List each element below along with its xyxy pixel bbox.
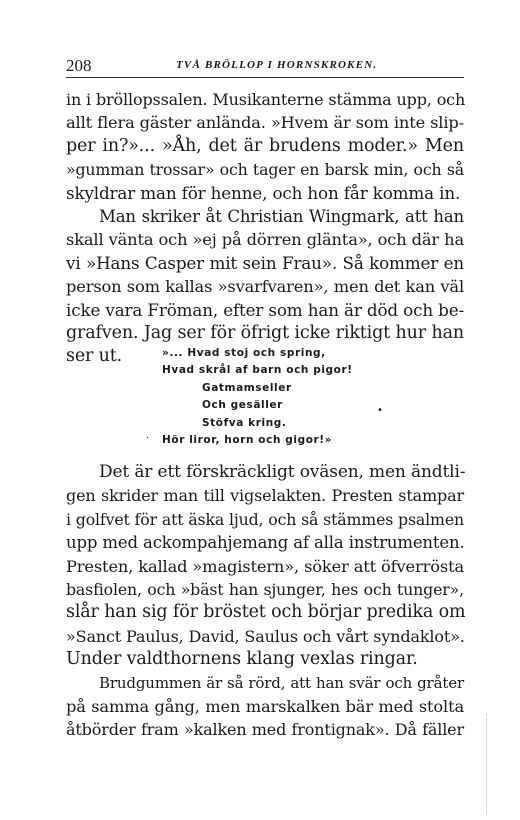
text-line: in i bröllopssalen. Musikanterne stämma upp, och: [66, 90, 466, 109]
text-line: Under valdthornens klang vexlas ringar.: [66, 649, 418, 670]
text-line: skyldrar man för henne, och hon får komma in.: [66, 182, 461, 203]
text-line: gen skrider man till vigselakten. Presten stampar: [66, 486, 464, 506]
text-line: slår han sig för bröstet och börjar predika om: [66, 602, 466, 623]
page-number: 208: [66, 56, 92, 75]
paragraph-1: [66, 88, 464, 369]
text-line: upp med ackompahjemang af alla instrumenten.: [66, 533, 465, 553]
verse-line: Hör liror, horn och gigor!»: [162, 434, 333, 447]
verse-line: »... Hvad stoj och spring,: [162, 347, 326, 359]
page-edge-mark: [486, 714, 487, 814]
verse-quote: [162, 345, 353, 449]
text-line: Brudgummen är så rörd, att han svär och gråter: [99, 673, 464, 692]
text-line: grafven. Jag ser för öfrigt icke riktigt hur han: [66, 322, 464, 343]
text-line: vi »Hans Casper mit sein Frau». Så kommer en: [66, 252, 464, 273]
text-line: Man skriker åt Christian Wingmark, att han: [99, 206, 464, 226]
text-line: person som kallas »svarfvaren», men det kan väl: [66, 277, 464, 297]
text-line: icke vara Fröman, efter som han är död och be-: [66, 299, 464, 320]
text-line: skall vänta och »ej på dörren glänta», och där ha: [66, 230, 464, 250]
text-line: »Sanct Paulus, David, Saulus och vårt syndaklot».: [66, 626, 465, 646]
running-title: TVÅ BRÖLLOP I HORNSKROKEN.: [176, 59, 378, 71]
text-line: Presten, kallad »magistern», söker att öfverrösta: [66, 556, 464, 576]
text-line: allt flera gäster anlända. »Hvem är som inte slip-: [66, 113, 464, 133]
verse-line: Och gesäller: [202, 399, 283, 412]
text-line: per in?»... »Åh, det är brudens moder.» Men: [66, 135, 464, 156]
text-line: »gumman trossar» och tager en barsk min, och så: [66, 160, 464, 180]
text-line: Det är ett förskräckligt oväsen, men ändtli-: [99, 462, 466, 482]
verse-line: Stöfva kring.: [202, 416, 287, 429]
paragraph-2: [66, 461, 464, 742]
text-line: på samma gång, men marskalken bär med stolta: [66, 696, 464, 716]
print-speck: .: [146, 430, 150, 441]
verse-line: Hvad skrål af barn och pigor!: [162, 364, 353, 377]
text-line: basfiolen, och »bäst han sjunger, hes och tunger»,: [66, 579, 464, 599]
text-line: ser ut.: [66, 346, 123, 367]
verse-line: Gatmamseller: [202, 381, 292, 394]
text-line: i golfvet för att äska ljud, och så stämmes psalmen: [66, 509, 464, 529]
print-speck: •: [377, 405, 383, 416]
header-rule: [66, 77, 464, 78]
running-head: [66, 56, 466, 76]
text-line: åtbörder fram »kalken med frontignak». Då fäller: [66, 720, 464, 740]
